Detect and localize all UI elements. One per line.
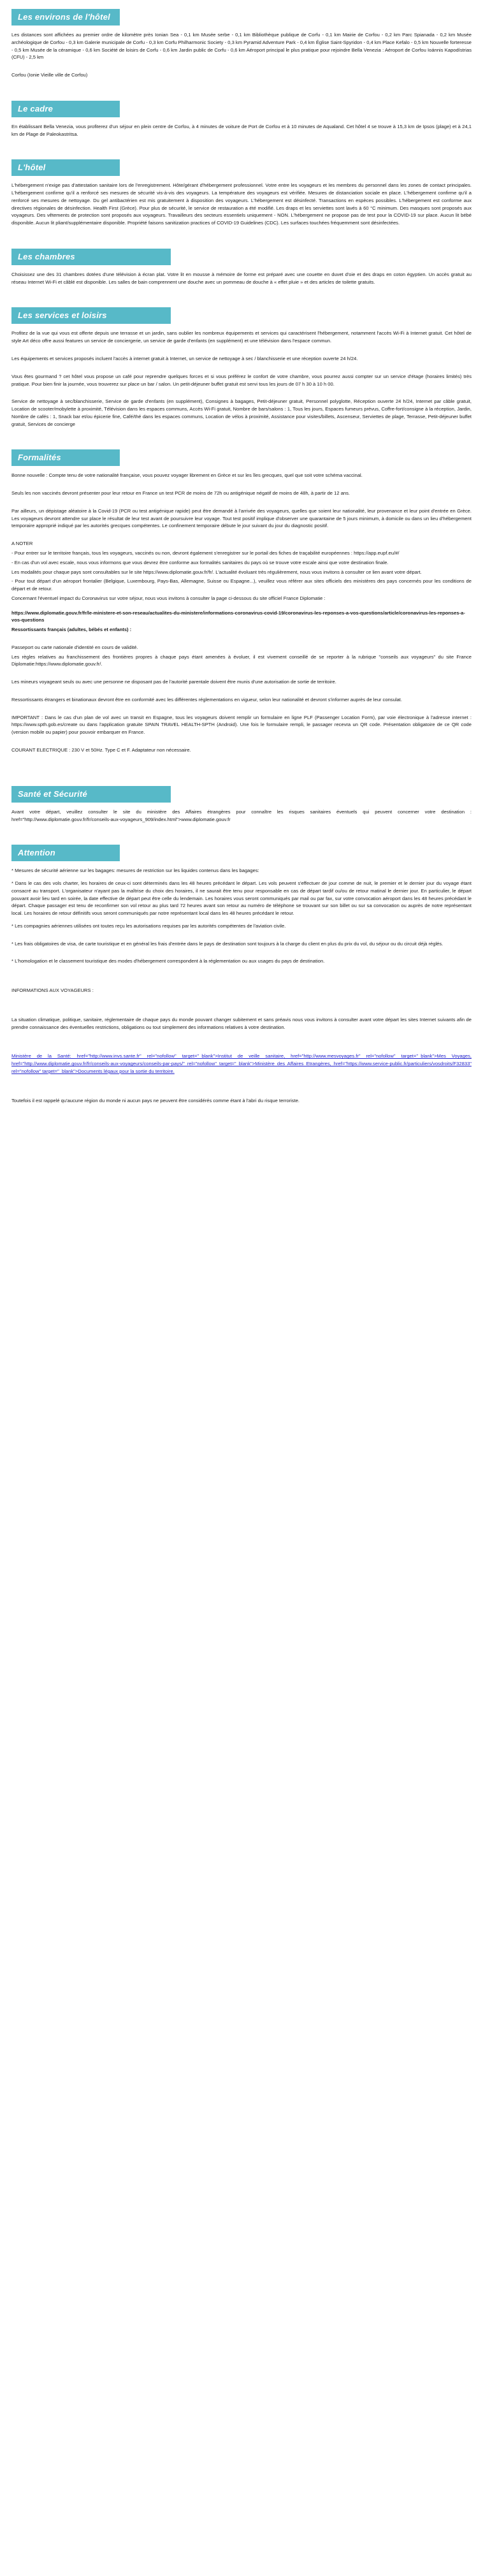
paragraph-note-label: A NOTER bbox=[11, 541, 33, 547]
section-heading-cadre: Le cadre bbox=[11, 101, 120, 117]
paragraph: Service de nettoyage à sec/blanchisserie, Service de garde d'enfants (en supplément), Consignes à bagages, Petit-déjeuner gratuit, Personnel polyglotte, Réception ouverte 24 h/24, Internet par câble gratuit, Location de scooter/mobylette à proximité, Télévision dans les espaces communs, Accès Wi-Fi gratuit, Nombre de bars/salons : 1, Tous les jours, Espaces fumeurs prévus, Coffre-fort/consigne à la réception, Jardin, Nombre de cafés : 1, Snack bar et/ou épicerie fine, Café/thé dans les espaces communs, Location de vélos à proximité, Assistance pour visites/billets, Ascenseur, Serviettes de plage, Terrasse, Petit-déjeuner buffet gratuit, Services de concierge bbox=[11, 398, 472, 427]
section-heading-attention: Attention bbox=[11, 845, 120, 861]
section-chambres bbox=[11, 249, 472, 286]
paragraph: - Pour entrer sur le territoire français, tous les voyageurs, vaccinés ou non, devront également s'enregistrer sur le portail des fiches de traçabilité européennes : https://app.eupf.eu/#/ bbox=[11, 549, 400, 556]
paragraph: Les mineurs voyageant seuls ou avec une personne ne disposant pas de l'autorité parentale doivent être munis d'une autorisation de sortie de territoire. bbox=[11, 679, 336, 685]
paragraph: Corfou (Ionie Vieille ville de Corfou) bbox=[11, 72, 88, 78]
section-heading-sante: Santé et Sécurité bbox=[11, 786, 171, 803]
section-services bbox=[11, 307, 472, 428]
section-environs bbox=[11, 9, 472, 79]
paragraph: Bonne nouvelle : Compte tenu de votre nationalité française, vous pouvez voyager librement en Grèce et sur les îles grecques, quel que soit votre schéma vaccinal. bbox=[11, 472, 363, 479]
paragraph: Concernant l'éventuel impact du Coronavirus sur votre séjour, nous vous invitons à consulter la page ci-dessous du site officiel France Diplomatie : bbox=[11, 595, 326, 601]
document-page bbox=[0, 0, 483, 1135]
paragraph: Les distances sont affichées au premier ordre de kilomètre près Ionian Sea - 0,1 km Musée serbe - 0,1 km Bibliothèque publique de Corfu - 0,1 km Mairie de Corfou - 0,2 km Parc Spianada - 0,2 km Musée archéologique de Corfou - 0,3 km Galerie municipale de Corfu - 0,3 km Corfu Philharmonic Society - 0,3 km Pyramid Adventure Park - 0,4 km Église Saint-Spyridon - 0,4 km Place Kefalo - 0,5 km Nouvelle forteresse - 0,5 km Musée de la céramique - 0,6 km Société de loisirs de Corfu - 0,6 km Jardin public de Corfu - 0,6 km Aéroport principal le plus pratique pour rejoindre Bella Venezia : Aéroport de Corfou Ioánnis Kapodístrias (CFU) - 2,5 km bbox=[11, 32, 472, 61]
paragraph-coronavirus-notice: https://www.diplomatie.gouv.fr/fr/le-ministere-et-son-reseau/actualites-du-ministere/informations-coronavirus-covid-19/coronavirus-les-reponses-a-vos-questions/article/coronavirus-les-reponses-a-vos-questions bbox=[11, 609, 465, 623]
paragraph: Passeport ou carte nationale d'identité en cours de validité. bbox=[11, 644, 138, 650]
paragraph: IMPORTANT : Dans le cas d'un plan de vol avec un transit en Espagne, tous les voyageurs doivent remplir un formulaire en ligne PLF (Passenger Location Form), par voie électronique à l'adresse internet : https://www.spth.gob.es/create ou dans l'application gratuite SPAIN TRAVEL HEALTH-SPTH (Android). Une fois le formulaire rempli, le passager recevra un QR code. Présentation obligatoire de ce QR code (version mobile ou papier) pour pouvoir embarquer en France. bbox=[11, 714, 472, 736]
section-hotel bbox=[11, 159, 472, 227]
paragraph-official-links[interactable]: Ministère de la Santé: href="http://www.invs.sante.fr" rel="nofollow" target="_blank">Institut de veille sanitaire, href="http://www.mesvoyages.fr" rel="nofollow" target="_blank">Mes Voyages, href="http://www.diplomatie.gouv.fr/fr/conseils-aux-voyageurs/conseils-par-pays/" rel="nofollow" target="_blank">Ministère des Affaires Etrangères, href="https://www.service-public.fr/particuliers/vosdroits/F32833" rel="nofollow" target="_blank">Documents légaux pour la sortie du territoire. bbox=[11, 1053, 472, 1074]
paragraph: Vous êtes gourmand ? cet hôtel vous propose un café pour reprendre quelques forces et si vous préférez le confort de votre chambre, vous pourrez aussi compter sur un service d'étage (horaires limités) très pratique. Pour bien finir la journée, vous trouverez sur place un bar / salon. Un petit-déjeuner buffet gratuit est servi tous les jours de 07 h 30 à 10 h 00. bbox=[11, 373, 472, 387]
paragraph-accommodation-classification: * L'homologation et le classement touristique des modes d'hébergement correspondent à la réglementation ou aux usages du pays de destination. bbox=[11, 958, 325, 964]
section-attention bbox=[11, 845, 472, 1104]
paragraph-terrorism-notice: Toutefois il est rappelé qu'aucune région du monde ni aucun pays ne peuvent être considérés comme étant à l'abri du risque terroriste. bbox=[11, 1097, 300, 1103]
paragraph-travelers-info-body: La situation climatique, politique, sanitaire, réglementaire de chaque pays du monde pouvant changer subitement et sans préavis nous vous invitons à consulter avant votre départ les sites Internet suivants afin de prendre connaissance des éventuelles restrictions, obligations ou tout simplement des informations relatives à votre destination. bbox=[11, 1016, 472, 1030]
paragraph: L'hébergement n'exige pas d'attestation sanitaire lors de l'enregistrement. Hôte/gérant d'hébergement professionnel. Votre entre les voyageurs et les membres du personnel dans les zones de contact principales. L'hébergement confirme qu'il a renforcé ses mesures de sécurité vis-à-vis des voyageurs. La température des voyageurs est vérifiée. Mesures de distanciation sociale en place. L'hébergement confirme qu'il a renforcé ses mesures de nettoyage. Du gel antibactérien est mis gratuitement à disposition des voyageurs. L'hébergement est désinfecté. Transactions en espèces possibles. L'hébergement est conforme aux directives régionales de désinfection. Health First (Grèce). Pour plus de sécurité, le service de restauration a été modifié. Les draps et les serviettes sont lavés à 60 °C minimum. Des masques sont proposés aux voyageurs. Des vêtements de protection sont proposés aux voyageurs. Travailleurs des secteurs essentiels uniquement - NON. L'hébergement ne propose pas de test pour la COVID-19 sur place. Aucun lit bébé disponible. Aucun lit pliant/supplémentaire disponible. Propriété faisons sanitization practices of COVID-19 Guidelines (CDC). Les surfaces touchées fréquemment sont désinfectées. bbox=[11, 182, 472, 226]
section-cadre bbox=[11, 101, 472, 138]
paragraph-visa-fees: * Les frais obligatoires de visa, de carte touristique et en général les frais d'entrée dans le pays de destination sont toujours à la charge du client en plus du prix du vol, du séjour ou du circuit déjà réglés. bbox=[11, 940, 443, 947]
paragraph-baggage-security[interactable]: * Mesures de sécurité aérienne sur les bagages: mesures de restriction sur les liquides contenus dans les bagages: bbox=[11, 868, 259, 874]
paragraph: Les règles relatives au franchissement des frontières propres à chaque pays étant amenées à évoluer, il est vivement conseillé de se reporter à la rubrique "conseils aux voyageurs" du site France Diplomatie:https://www.diplomatie.gouv.fr/. bbox=[11, 653, 472, 667]
paragraph: - En cas d'un vol avec escale, nous vous informons que vous devrez être conforme aux formalités sanitaires du pays où se trouve votre escale ainsi que votre destination finale. bbox=[11, 559, 389, 565]
paragraph: Seuls les non vaccinés devront présenter pour leur retour en France un test PCR de moins de 72h ou antigénique négatif de moins de 48h, à partir de 12 ans. bbox=[11, 490, 350, 497]
section-sante-securite bbox=[11, 786, 472, 824]
paragraph-health-advice[interactable]: Avant votre départ, veuillez consulter le site du ministère des Affaires étrangères pour connaître les risques sanitaires éventuels qui peuvent concerner votre destination : href="http://www.diplomatie.gouv.fr/fr/conseils-aux-voyageurs_909/index.html">www.diplomatie.gouv.fr bbox=[11, 808, 472, 822]
paragraph: Ressortissants étrangers et binationaux devront être en conformité avec les différentes réglementations en vigueur, selon leur nationalité et devront s'informer auprès de leur consulat. bbox=[11, 696, 402, 702]
section-heading-services: Les services et loisirs bbox=[11, 307, 171, 324]
paragraph: Par ailleurs, un dépistage aléatoire à la Covid-19 (PCR ou test antigénique rapide) peut être demandé à l'arrivée des voyageurs, quelles que soient leur nationalité, leur provenance et leur point d'entrée en Grèce. Les voyageurs devront attendre sur place le résultat de leur test avant de poursuivre leur voyage. Tout test positif implique d'observer une quarantaine de 5 jours minimum, à domicile ou dans un lieu d'hébergement temporaire approprié indiqué par les autorités grecques compétentes. Le confinement temporaire débute le jour suivant du jour du diagnostic positif. bbox=[11, 507, 472, 529]
section-heading-chambres: Les chambres bbox=[11, 249, 171, 265]
paragraph-charter-flights: * Dans le cas des vols charter, les horaires de ceux-ci sont déterminés dans les 48 heures précédant le départ. Les vols peuvent s'effectuer de jour comme de nuit, le premier et le dernier jour du voyage étant consacré au transport. L'organisateur n'ayant pas la maîtrise du choix des horaires, il ne saurait être tenu pour responsable en cas de départ tardif ou/ou de retour matinal le dernier jour. En particulier, le départ pouvant avoir lieu tard en soirée, la date effective de départ peut être celle du lendemain. Les horaires vous seront communiqués par mail ou par fax, sur votre convocation aéroport dans les 48 heures précédant le départ. Chaque passager est tenu de reconfirmer son vol retour au plus tard 72 heures avant son retour au numéro de téléphone se trouvant sur son billet ou sur sa convocation ou auprès de notre représentant local. Les horaires de retour définitifs vous seront communiqués par notre représentant local dans les 48 heures précédant le retour. bbox=[11, 880, 472, 917]
paragraph: Les équipements et services proposés incluent l'accès à internet gratuit à Internet, un service de nettoyage à sec / blanchisserie et une réception ouverte 24 h/24. bbox=[11, 356, 358, 362]
link-diplomatie-coronavirus[interactable]: Ressortissants français (adultes, bébés et enfants) : bbox=[11, 627, 132, 633]
section-heading-hotel: L'hôtel bbox=[11, 159, 120, 176]
paragraph: Choisissez une des 31 chambres dotées d'une télévision à écran plat. Votre lit en mousse à mémoire de forme est préparé avec une couette en duvet d'oie et des draps en coton égyptien. Un accès gratuit au réseau Internet Wi-Fi et câblé est disponible. Les salles de bain comprennent une douche avec un pommeau de douche à « effet pluie » et des articles de toilette gratuits. bbox=[11, 271, 472, 285]
section-heading-formalites: Formalités bbox=[11, 449, 120, 466]
paragraph-travelers-info-title: INFORMATIONS AUX VOYAGEURS : bbox=[11, 987, 94, 994]
section-formalites bbox=[11, 449, 472, 764]
paragraph-airlines-authorizations: * Les compagnies aériennes utilisées ont toutes reçu les autorisations requises par les autorités compétentes de l'aviation civile. bbox=[11, 922, 286, 929]
section-heading-environs: Les environs de l'hôtel bbox=[11, 9, 120, 25]
paragraph: Les modalités pour chaque pays sont consultables sur le site https://www.diplomatie.gouv.fr/fr/. L'actualité évoluant très régulièrement, nous vous invitons à consulter ce lien avant votre départ. bbox=[11, 569, 422, 575]
paragraph: - Pour tout départ d'un aéroport frontalier (Belgique, Luxembourg, Pays-Bas, Allemagne, Suisse ou Espagne...), veuillez vous référer aux sites officiels des ministères des pays concernés pour les conditions de départ et de retour. bbox=[11, 578, 472, 592]
paragraph-important-spain-plf: COURANT ELECTRIQUE : 230 V et 50Hz. Type C et F. Adaptateur non nécessaire. bbox=[11, 746, 191, 753]
paragraph: En établissant Bella Venezia, vous profiterez d'un séjour en plein centre de Corfou, à 4 minutes de voiture de Port de Corfou et à 10 minutes de Aqualand. Cet hôtel 4 se trouve à 15,3 km de Ipsos (plage) et à 24,1 km de Plage de Paleokastritsa. bbox=[11, 123, 472, 137]
paragraph: Profitez de la vue qui vous est offerte depuis une terrasse et un jardin, sans oublier les nombreux équipements et services qui caractérisent l'hébergement, notamment l'accès Wi-Fi à Internet gratuit. Cet hôtel de style Art déco offre aussi features un service de conciergerie, un service de garde d'enfants (en supplément) et une télévision dans l'espace commun. bbox=[11, 330, 472, 344]
